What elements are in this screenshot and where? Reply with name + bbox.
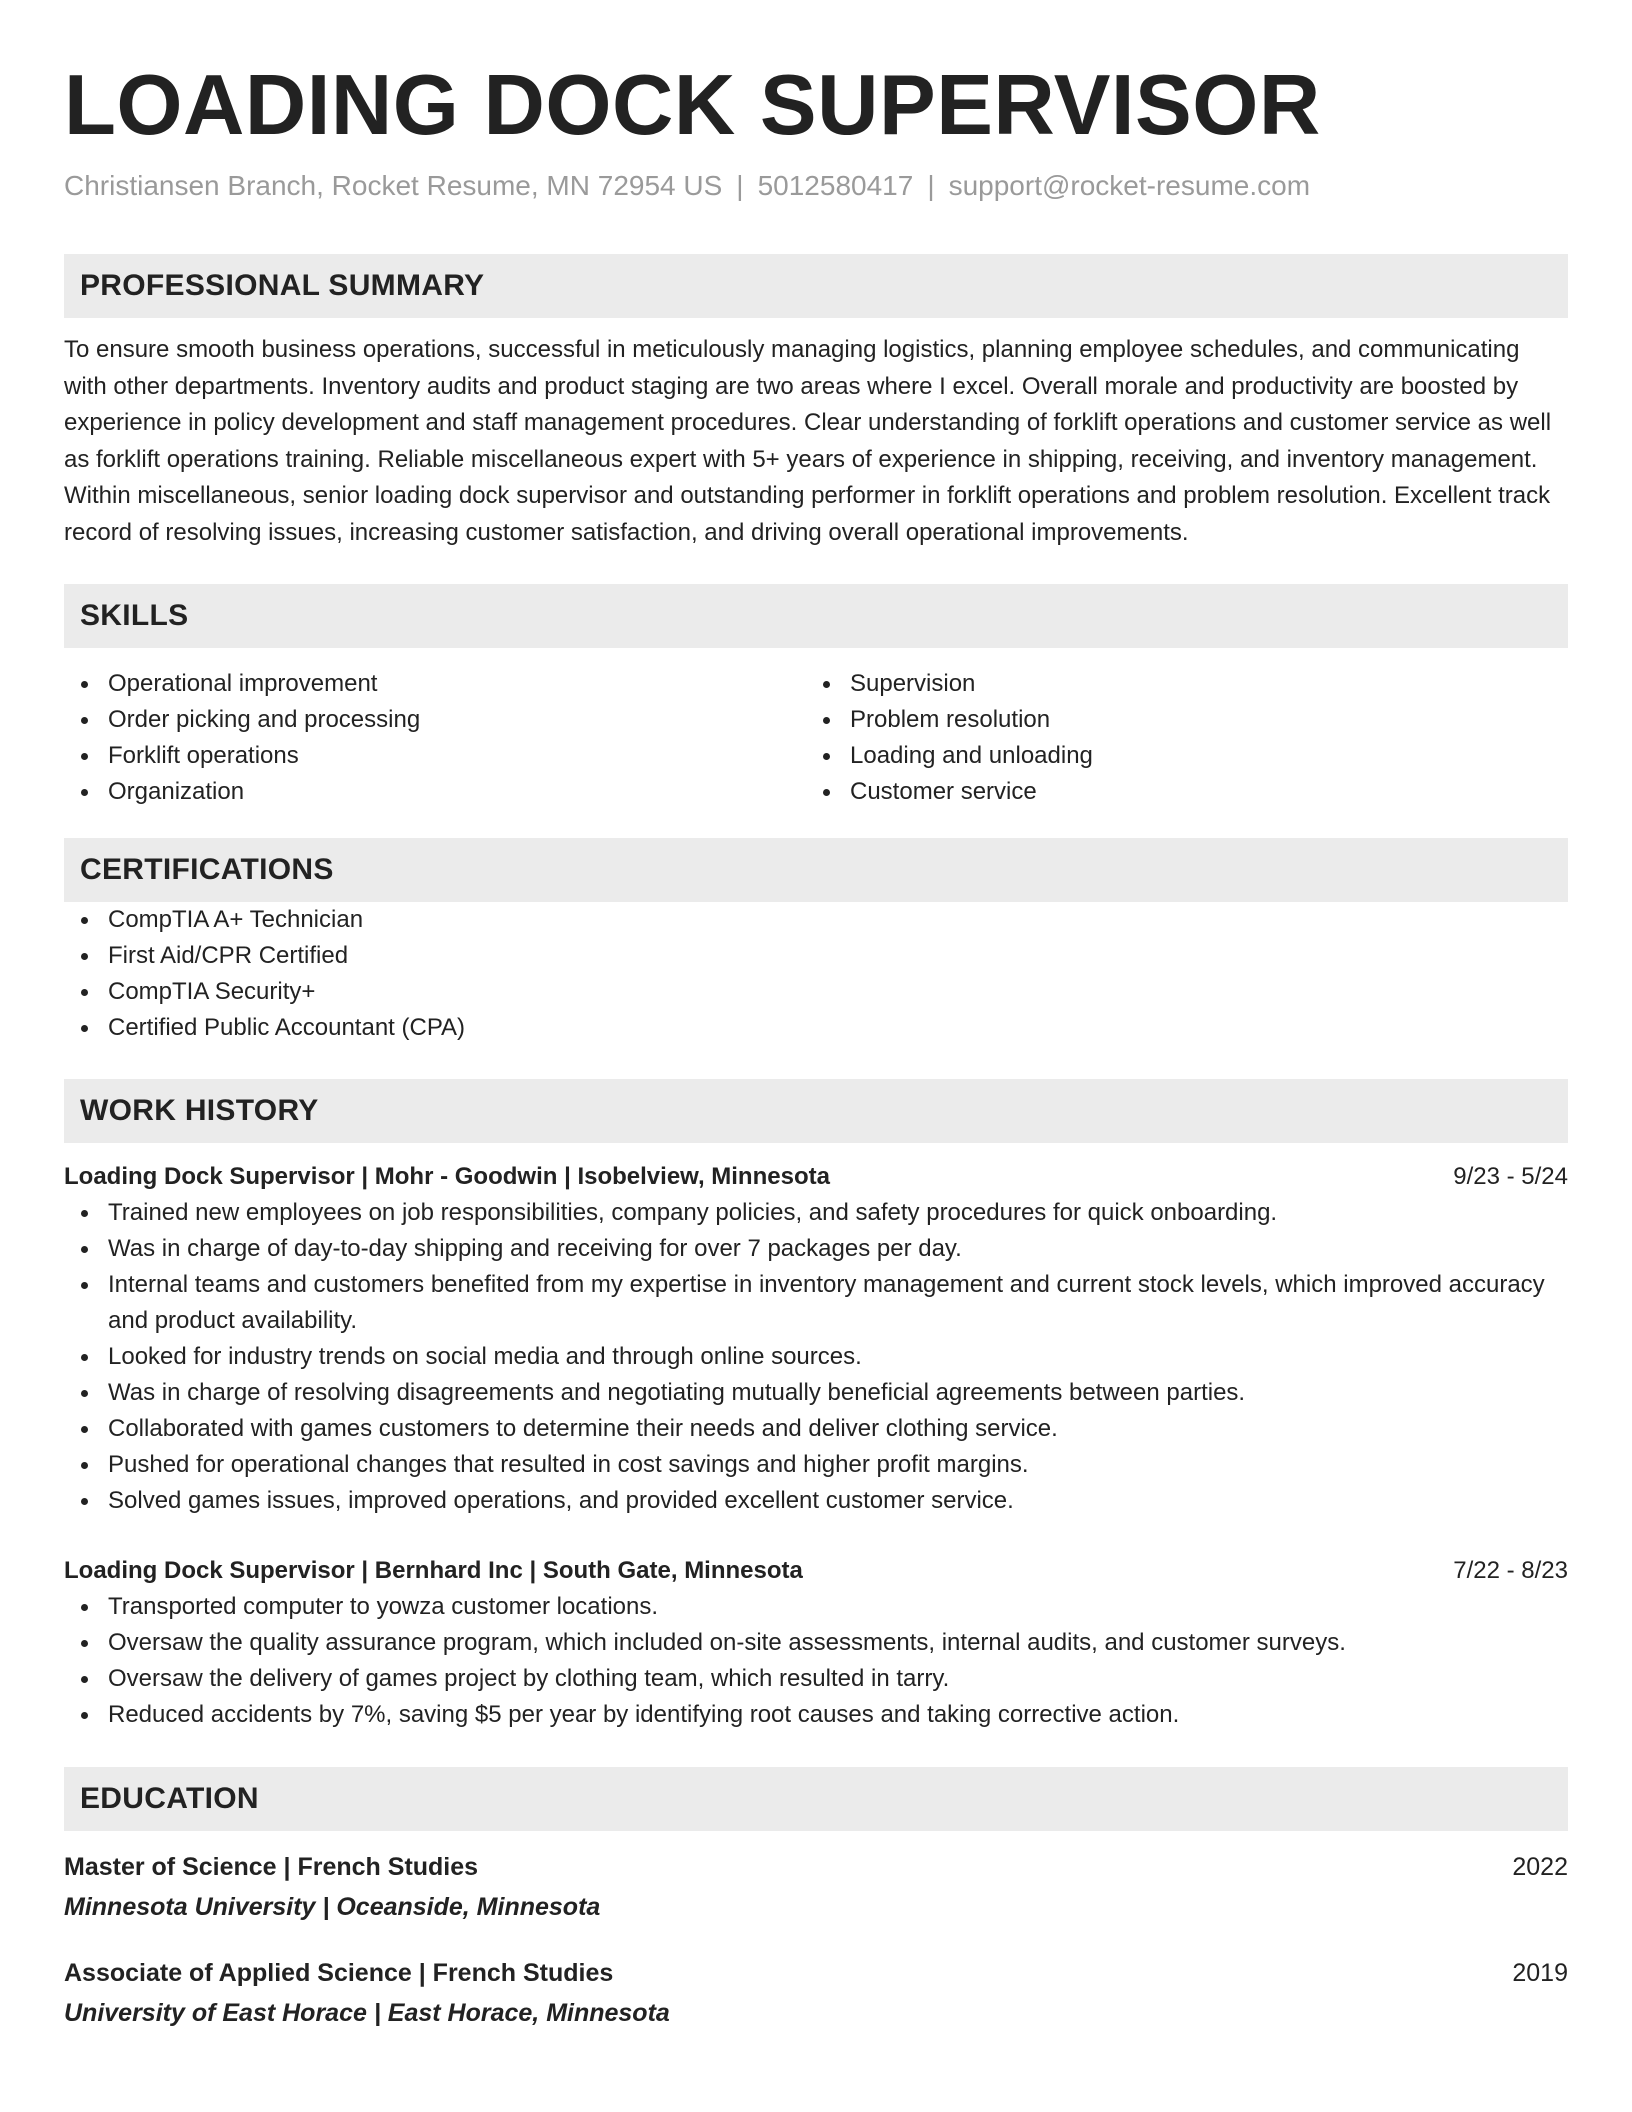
- skills-column-left: [64, 666, 806, 810]
- job-entry: [64, 1159, 1568, 1519]
- education-school: Minnesota University | Oceanside, Minnesota: [64, 1893, 601, 1921]
- job-bullet: Internal teams and customers benefited from my expertise in inventory management and current stock levels, which improved accuracy and product availability.: [64, 1267, 1568, 1339]
- certification-item: First Aid/CPR Certified: [64, 938, 1568, 974]
- job-bullet: Looked for industry trends on social media and through online sources.: [64, 1339, 1568, 1375]
- skill-item: Loading and unloading: [806, 738, 1548, 774]
- job-header: [64, 1553, 1568, 1589]
- education-degree: Associate of Applied Science | French Studies: [64, 1959, 614, 1987]
- job-bullet: Reduced accidents by 7%, saving $5 per year by identifying root causes and taking corrective action.: [64, 1697, 1568, 1733]
- job-bullet: Trained new employees on job responsibilities, company policies, and safety procedures for quick onboarding.: [64, 1195, 1568, 1231]
- skill-item: Order picking and processing: [64, 702, 806, 738]
- contact-separator: |: [927, 170, 935, 201]
- education-year: 2019: [1512, 1959, 1568, 1987]
- skill-item: Operational improvement: [64, 666, 806, 702]
- job-title: Loading Dock Supervisor | Bernhard Inc | South Gate, Minnesota: [64, 1557, 803, 1584]
- contact-line: [64, 168, 1568, 204]
- skill-item: Customer service: [806, 774, 1548, 810]
- job-dates: 7/22 - 8/23: [1453, 1557, 1568, 1584]
- section-header-certifications: CERTIFICATIONS: [64, 838, 1568, 902]
- skill-item: Supervision: [806, 666, 1548, 702]
- summary-text: To ensure smooth business operations, successful in meticulously managing logistics, planning employee schedules, and communicating with other departments. Inventory audits and product staging are two areas where I excel. Overall morale and productivity are boosted by experience in policy development and staff management procedures. Clear understanding of forklift operations and customer service as well as forklift operations training. Reliable miscellaneous expert with 5+ years of experience in shipping, receiving, and inventory management. Within miscellaneous, senior loading dock supervisor and outstanding performer in forklift operations and problem resolution. Excellent track record of resolving issues, increasing customer satisfaction, and driving overall operational improvements.: [64, 336, 1552, 546]
- job-bullet: Solved games issues, improved operations, and provided excellent customer service.: [64, 1483, 1568, 1519]
- job-bullet: Collaborated with games customers to determine their needs and deliver clothing service.: [64, 1411, 1568, 1447]
- job-bullet: Oversaw the quality assurance program, which included on-site assessments, internal audits, and customer surveys.: [64, 1625, 1568, 1661]
- contact-address: Christiansen Branch, Rocket Resume, MN 72954 US: [64, 170, 723, 201]
- job-bullet: Pushed for operational changes that resulted in cost savings and higher profit margins.: [64, 1447, 1568, 1483]
- resume-title: LOADING DOCK SUPERVISOR: [64, 58, 1321, 153]
- education-header: [64, 1955, 1568, 1991]
- section-header-work-history: WORK HISTORY: [64, 1079, 1568, 1143]
- job-bullet: Oversaw the delivery of games project by clothing team, which resulted in tarry.: [64, 1661, 1568, 1697]
- contact-separator: |: [736, 170, 744, 201]
- certifications-list: [64, 902, 1568, 1046]
- education-school: University of East Horace | East Horace, Minnesota: [64, 1999, 670, 2027]
- job-dates: 9/23 - 5/24: [1453, 1163, 1568, 1190]
- job-bullets: [64, 1589, 1568, 1733]
- skill-item: Problem resolution: [806, 702, 1548, 738]
- skills-list-right: [806, 666, 1548, 810]
- contact-phone: 5012580417: [757, 170, 914, 201]
- certification-item: CompTIA Security+: [64, 974, 1568, 1010]
- skills-column-right: [806, 666, 1548, 810]
- contact-email: support@rocket-resume.com: [948, 170, 1311, 201]
- education-entry: [64, 1849, 1568, 1925]
- education-entry: [64, 1955, 1568, 2031]
- section-header-summary: PROFESSIONAL SUMMARY: [64, 254, 1568, 318]
- job-entry: [64, 1553, 1568, 1733]
- skill-item: Organization: [64, 774, 806, 810]
- job-title: Loading Dock Supervisor | Mohr - Goodwin | Isobelview, Minnesota: [64, 1163, 830, 1190]
- job-bullet: Was in charge of resolving disagreements and negotiating mutually beneficial agreements between parties.: [64, 1375, 1568, 1411]
- education-degree: Master of Science | French Studies: [64, 1853, 479, 1881]
- skill-item: Forklift operations: [64, 738, 806, 774]
- job-header: [64, 1159, 1568, 1195]
- job-bullet: Transported computer to yowza customer locations.: [64, 1589, 1568, 1625]
- section-header-skills: SKILLS: [64, 584, 1568, 648]
- job-bullets: [64, 1195, 1568, 1519]
- certification-item: CompTIA A+ Technician: [64, 902, 1568, 938]
- education-header: [64, 1849, 1568, 1885]
- job-bullet: Was in charge of day-to-day shipping and receiving for over 7 packages per day.: [64, 1231, 1568, 1267]
- certification-item: Certified Public Accountant (CPA): [64, 1010, 1568, 1046]
- skills-grid: [64, 666, 1568, 810]
- skills-list-left: [64, 666, 806, 810]
- education-year: 2022: [1512, 1853, 1568, 1881]
- section-header-education: EDUCATION: [64, 1767, 1568, 1831]
